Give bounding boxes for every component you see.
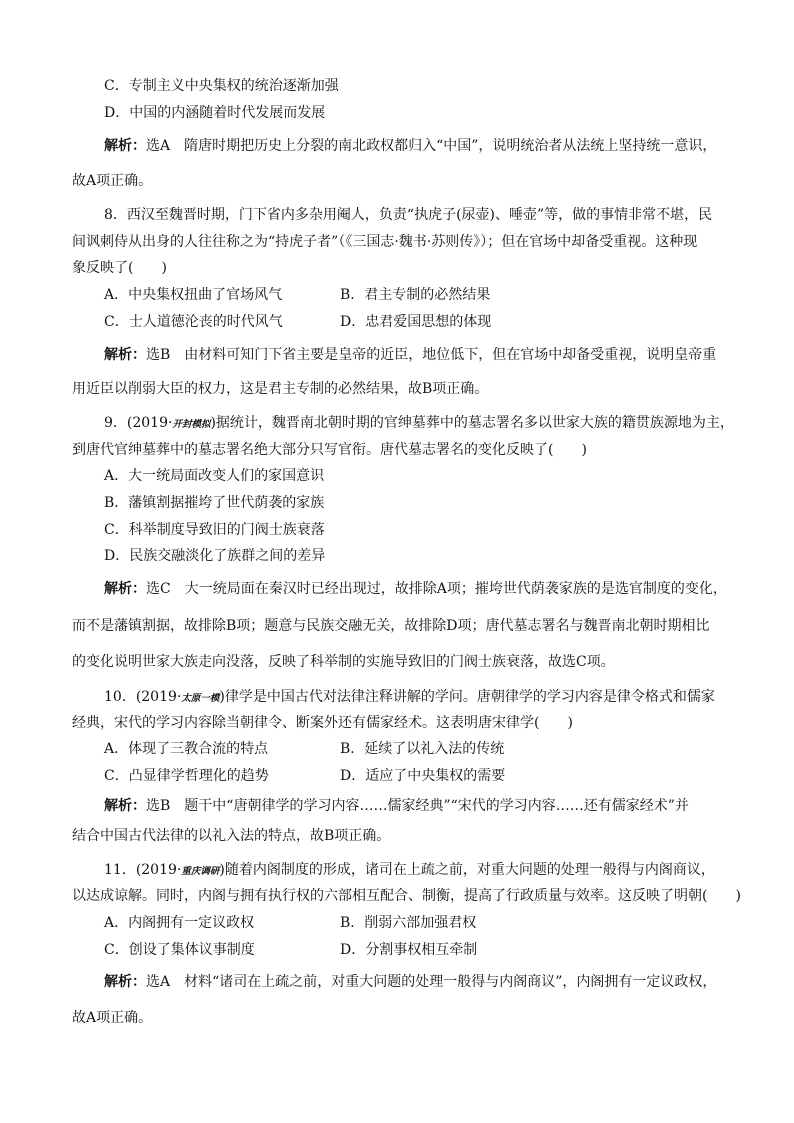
q8-option-a: A．中央集权扭曲了官场风气 (104, 287, 283, 303)
q8-option-b: B．君主专制的必然结果 (340, 287, 491, 303)
q8-option-d: D．忠君爱国思想的体现 (340, 314, 492, 330)
question-source: 太原一模 (181, 693, 220, 704)
analysis-label: 解析： (104, 581, 146, 597)
question-source: 开封模拟 (172, 419, 211, 430)
question-source: 重庆调研 (181, 866, 220, 877)
q11-option-a: A．内阁拥有一定议政权 (104, 915, 255, 931)
analysis-label: 解析： (104, 974, 146, 990)
q11-option-b: B．削弱六部加强君权 (340, 915, 477, 931)
q10-option-a: A．体现了三教合流的特点 (104, 741, 269, 757)
q10-option-d: D．适应了中央集权的需要 (340, 768, 506, 784)
analysis-label: 解析： (104, 138, 146, 154)
q11-option-d: D．分割事权相互牵制 (340, 942, 478, 958)
q11-option-c: C．创设了集体议事制度 (104, 942, 255, 958)
q10-option-b: B．延续了以礼入法的传统 (340, 741, 505, 757)
analysis-label: 解析： (104, 798, 146, 814)
analysis-label: 解析： (104, 347, 146, 363)
q10-option-c: C．凸显律学哲理化的趋势 (104, 768, 269, 784)
document-page: C．专制主义中央集权的统治逐渐加强 D．中国的内涵随着时代发展而发展 解析：选A 隋唐时期把历史上分裂的南北政权都归入“中国”，说明统治者从法统上坚持统一意识， 故A项正确。 8．西汉至魏晋时期，门下省内多杂用阉人，负责“执虎子(尿壶)、唾壶”等，做的事情非常不堪，民 间讽刺侍从出身的人往往称之为“持虎子者”（《三国志·魏书·苏则传》）；但在官场中却备受重视。这种现 象反映了( ) A．中央集权扭曲了官场风气 B．君主专制的必然结果 C．士人道德沦丧的时代风气 D．忠君爱国思想的体现 解析：选B 由材料可知门下省主要是皇帝的近臣，地位低下，但在官场中却备受重视，说明皇帝重 用近臣以削弱大臣的权力，这是君主专制的必然结果，故B项正确。 9．(2019·开封模拟)据统计，魏晋南北朝时期的官绅墓葬中的墓志署名多以世家大族的籍贯族源地为主， 到唐代官绅墓葬中的墓志署名绝大部分只写官衔。唐代墓志署名的变化反映了( ) A．大一统局面改变人们的家国意识 B．藩镇割据摧垮了世代荫袭的家族 C．科举制度导致旧的门阀士族衰落 D．民族交融淡化了族群之间的差异 解析：选C 大一统局面在秦汉时已经出现过，故排除A项；摧垮世代荫袭家族的是选官制度的变化， 而不是藩镇割据，故排除B项；题意与民族交融无关，故排除D项；唐代墓志署名与魏晋南北朝时期相比 的变化说明世家大族走向没落，反映了科举制的实施导致旧的门阀士族衰落，故选C项。 10．(2019·太原一模)律学是中国古代对法律注释讲解的学问。唐朝律学的学习内容是律令格式和儒家 经典，宋代的学习内容除当朝律令、断案外还有儒家经术。这表明唐宋律学( ) A．体现了三教合流的特点 B．延续了以礼入法的传统 C．凸显律学哲理化的趋势 D．适应了中央集权的需要 解析：选B 题干中“唐朝律学的学习内容……儒家经典”“宋代的学习内容……还有儒家经术”并 结合中国古代法律的以礼入法的特点，故B项正确。 11．(2019·重庆调研)随着内阁制度的形成，诸司在上疏之前，对重大问题的处理一般得与内阁商议， 以达成谅解。同时，内阁与拥有执行权的六部相互配合、制衡，提高了行政质量与效率。这反映了明朝( ) A．内阁拥有一定议政权 B．削弱六部加强君权 C．创设了集体议事制度 D．分割事权相互牵制 解析：选A 材料“诸司在上疏之前，对重大问题的处理一般得与内阁商议”，内阁拥有一定议政权， 故A项正确。 (72, 78, 741, 1026)
q8-option-c: C．士人道德沦丧的时代风气 (104, 314, 283, 330)
